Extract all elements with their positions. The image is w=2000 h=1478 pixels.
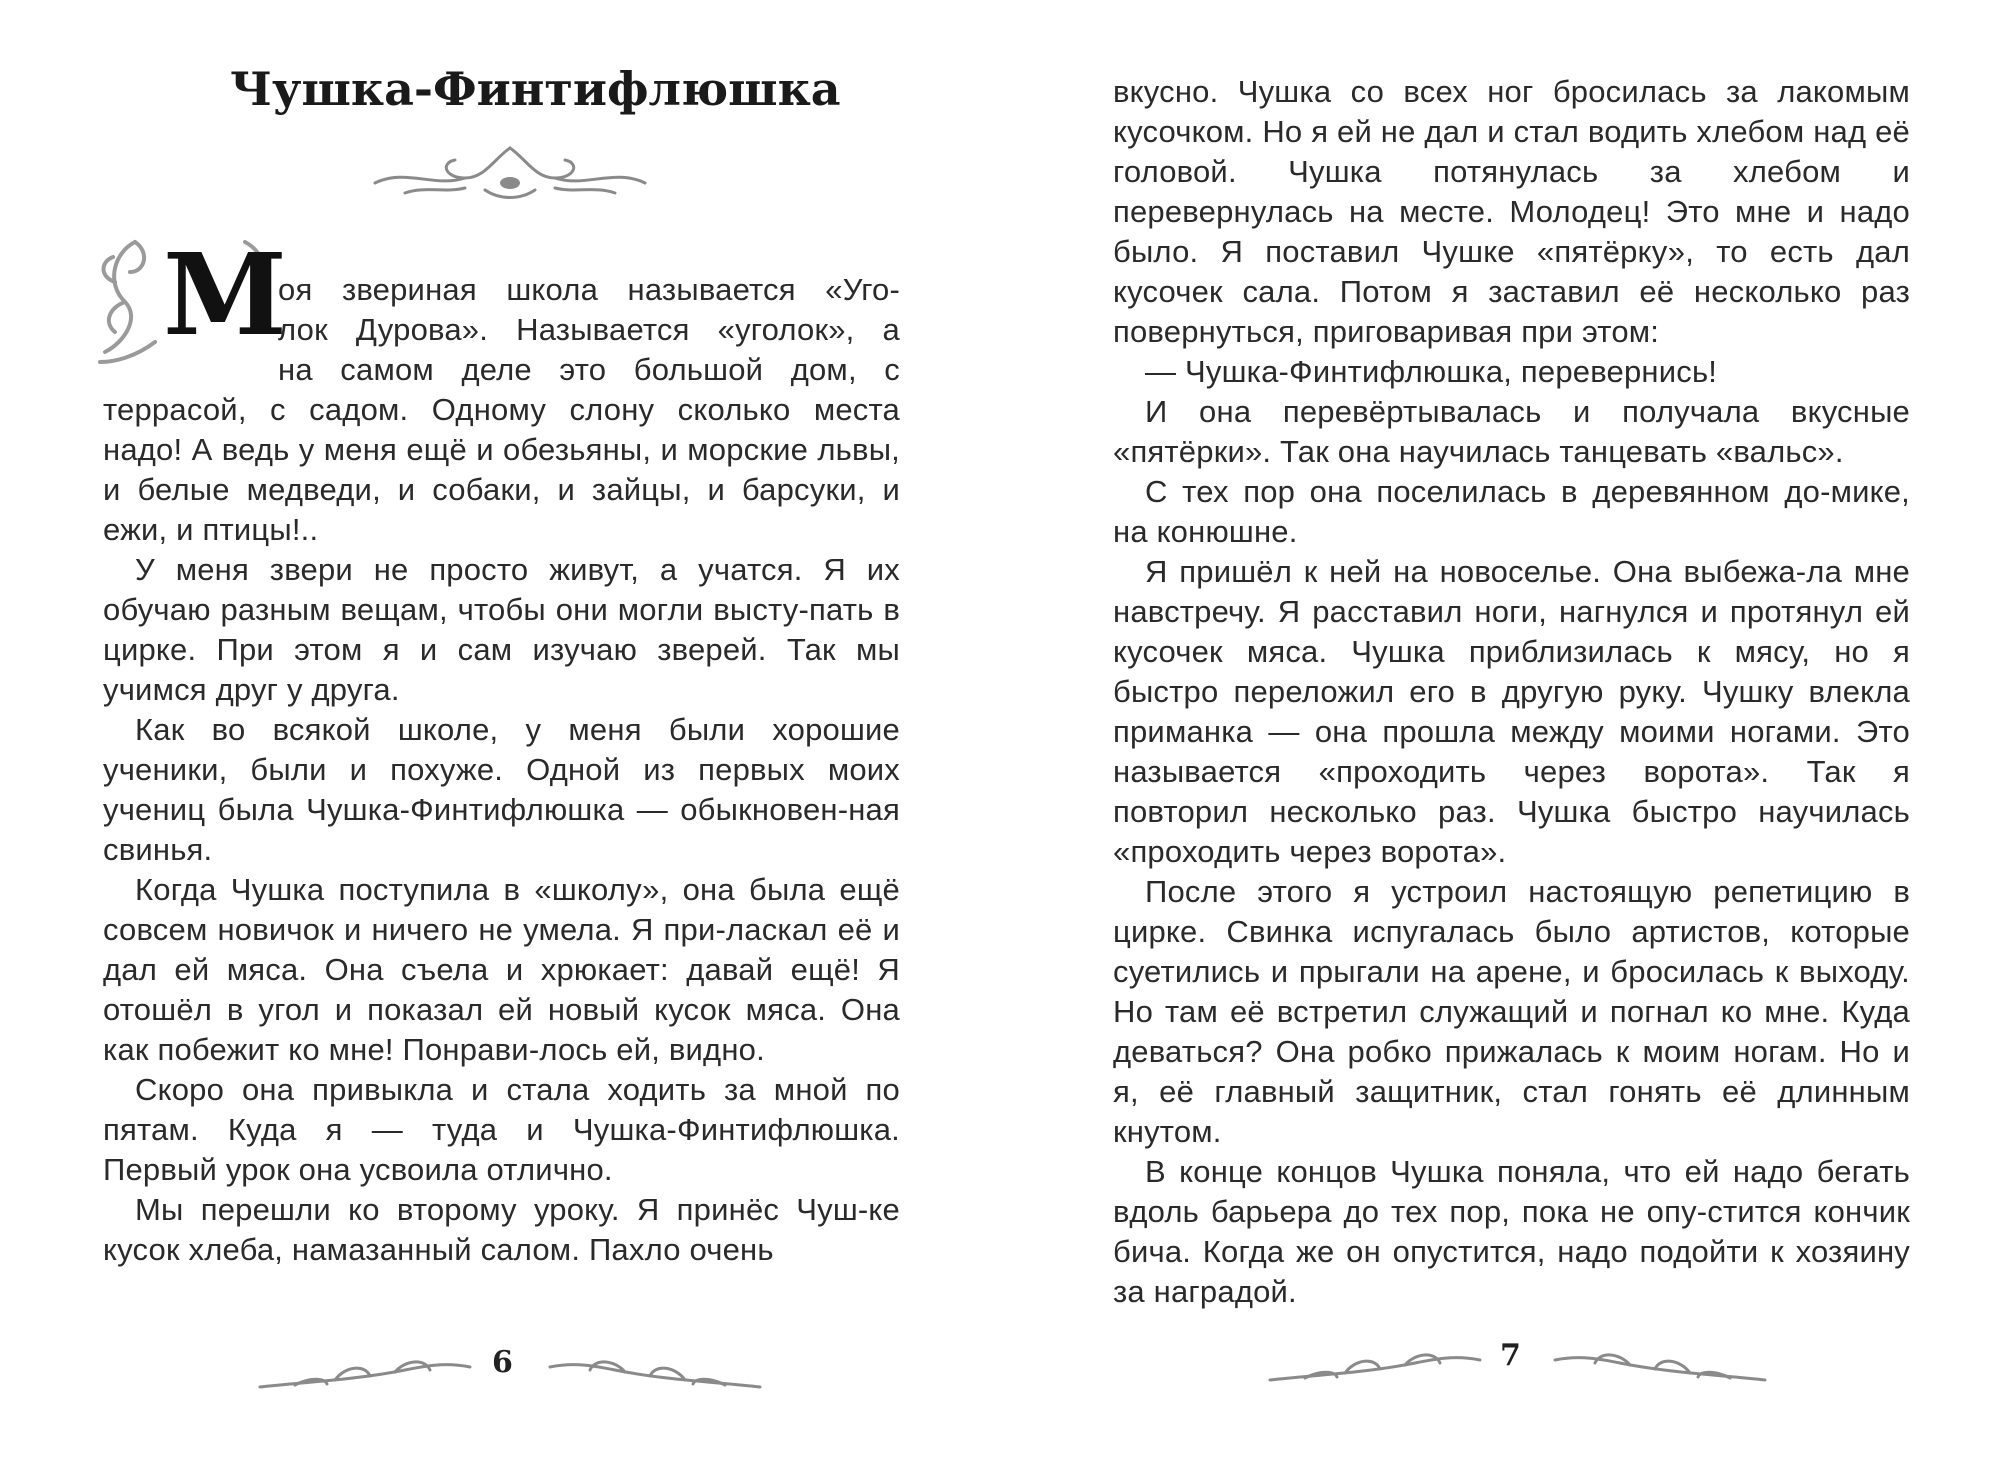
page-number: 7 — [1500, 1338, 1521, 1373]
chapter-title: Чушка-Финтифлюшка — [230, 62, 841, 116]
drop-cap: М — [163, 230, 287, 361]
right-text-body — [1113, 72, 1910, 1312]
paragraph: После этого я устроил настоящую репетицию в цирке. Свинка испугалась было артистов, которые суетились и прыгали на арене, и бросилась к выходу. Но там её встретил служащий и погнал ко мне. Куда деваться? Она робко прижалась к моим ногам. Но и я, её главный защитник, стал гонять её длинным кнутом. — [1113, 874, 1910, 1149]
first-lines — [278, 270, 900, 390]
right-page — [1000, 0, 2000, 1478]
footer-ornament-left-icon — [1265, 1345, 1490, 1390]
text-line: лок Дурова». Называется «уголок», а — [278, 312, 900, 347]
title-ornament-icon — [345, 138, 675, 208]
left-text-body — [103, 390, 900, 1270]
paragraph: Я пришёл к ней на новоселье. Она выбежа-ла мне навстречу. Я расставил ноги, нагнулся и протянул ей кусочек мяса. Чушка приблизилась к мясу, но я быстро переложил его в другую руку. Чушку влекла приманка — она прошла между моими ногами. Это называется «проходить через ворота». Так я повторил несколько раз. Чушка быстро научилась «проходить через ворота». — [1113, 554, 1910, 869]
page-number: 6 — [492, 1345, 513, 1380]
footer-ornament-right-icon — [1545, 1345, 1770, 1390]
paragraph: Как во всякой школе, у меня были хорошие ученики, были и похуже. Одной из первых моих учениц была Чушка-Финтифлюшка — обыкновен-ная свинья. — [103, 712, 900, 867]
paragraph: У меня звери не просто живут, а учатся. Я их обучаю разным вещам, чтобы они могли высту-пать в цирке. При этом я и сам изучаю зверей. Так мы учимся друг у друга. — [103, 552, 900, 707]
paragraph: вкусно. Чушка со всех ног бросилась за лакомым кусочком. Но я ей не дал и стал водить хлебом над её головой. Чушка потянулась за хлебом и перевернулась на месте. Молодец! Это мне и надо было. Я поставил Чушке «пятёрку», то есть дал кусочек сала. Потом я заставил её несколько раз повернуться, приговаривая при этом: — [1113, 74, 1910, 349]
paragraph: В конце концов Чушка поняла, что ей надо бегать вдоль барьера до тех пор, пока не опу-стится кончик бича. Когда же он опустится, надо подойти к хозяину за наградой. — [1113, 1154, 1910, 1309]
paragraph: И она перевёртывалась и получала вкусные «пятёрки». Так она научилась танцевать «вальс». — [1113, 394, 1910, 469]
paragraph: Скоро она привыкла и стала ходить за мной по пятам. Куда я — туда и Чушка-Финтифлюшка. Первый урок она усвоила отлично. — [103, 1072, 900, 1187]
text-line: оя звериная школа называется «Уго- — [278, 272, 900, 307]
paragraph: Когда Чушка поступила в «школу», она была ещё совсем новичок и ничего не умела. Я при-ласкал её и дал ей мяса. Она съела и хрюкает: давай ещё! Я отошёл в угол и показал ей новый кусок мяса. Она как побежит ко мне! Понрави-лось ей, видно. — [103, 872, 900, 1067]
paragraph: террасой, с садом. Одному слону сколько места надо! А ведь у меня ещё и обезьяны, и морские львы, и белые медведи, и собаки, и зайцы, и барсуки, и ежи, и птицы!.. — [103, 392, 900, 547]
paragraph: — Чушка-Финтифлюшка, перевернись! — [1145, 354, 1718, 389]
footer-ornament-left-icon — [255, 1352, 480, 1397]
paragraph: Мы перешли ко второму уроку. Я принёс Чуш-ке кусок хлеба, намазанный салом. Пахло очень — [103, 1192, 900, 1267]
footer-ornament-right-icon — [540, 1352, 765, 1397]
text-line: на самом деле это большой дом, с — [278, 352, 900, 387]
paragraph: С тех пор она поселилась в деревянном до-мике, на конюшне. — [1113, 474, 1910, 549]
